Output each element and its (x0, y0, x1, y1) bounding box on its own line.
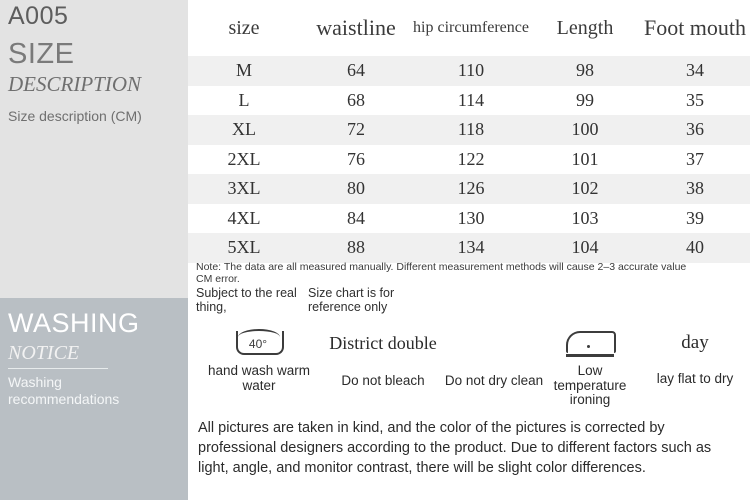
low-temperature-iron-icon (540, 322, 640, 362)
cell-length: 99 (530, 86, 640, 116)
cell-waistline: 88 (300, 233, 412, 263)
cell-length: 98 (530, 56, 640, 86)
table-row (188, 86, 750, 116)
wash-temperature: 40° (248, 337, 268, 351)
washing-heading: WASHING (8, 308, 140, 338)
cell-waistline: 68 (300, 86, 412, 116)
main-content (188, 0, 750, 500)
cell-length: 100 (530, 115, 640, 145)
table-row (188, 204, 750, 234)
header-foot: Foot mouth (640, 0, 750, 56)
cell-waistline: 64 (300, 56, 412, 86)
do-not-dry-clean-icon (444, 322, 544, 362)
cell-size: 3XL (188, 174, 300, 204)
measurement-note: Note: The data are all measured manually. Different measurement methods will cause 2–3 accurate value CM error. (196, 261, 687, 285)
cell-waistline: 84 (300, 204, 412, 234)
size-unit-note: Size description (CM) (8, 108, 142, 124)
cell-hip: 126 (412, 174, 530, 204)
color-disclaimer: All pictures are taken in kind, and the color of the pictures is corrected by professional designers according to the product. Due to different factors such as light, angle, and monitor contrast, there will be slight color differences. (198, 420, 712, 476)
cell-hip: 134 (412, 233, 530, 263)
cell-hip: 122 (412, 145, 530, 175)
cell-hip: 118 (412, 115, 530, 145)
care-item-hand-wash (194, 322, 324, 393)
size-subheading: DESCRIPTION (8, 72, 141, 96)
header-hip: hip circumference (412, 0, 530, 56)
cell-size: 4XL (188, 204, 300, 234)
chart-reference-note: Size chart is for reference only (308, 286, 395, 314)
cell-waistline: 80 (300, 174, 412, 204)
cell-size: 2XL (188, 145, 300, 175)
cell-foot: 38 (640, 174, 750, 204)
care-label-low-temperature-ironing: Low temperature ironing (553, 363, 627, 407)
cell-size: XL (188, 115, 300, 145)
care-label-lay-flat-to-dry: lay flat to dry (656, 371, 734, 386)
washing-recommendations-note: Washing recommendations (8, 374, 120, 407)
table-row (188, 56, 750, 86)
cell-size: L (188, 86, 300, 116)
product-code: A005 (8, 2, 69, 30)
cell-hip: 110 (412, 56, 530, 86)
cell-length: 103 (530, 204, 640, 234)
cell-foot: 37 (640, 145, 750, 175)
cell-hip: 130 (412, 204, 530, 234)
table-row (188, 145, 750, 175)
cell-foot: 39 (640, 204, 750, 234)
care-item-do-not-dry-clean (444, 322, 544, 389)
care-title-bleach: District double (329, 332, 437, 353)
cell-waistline: 72 (300, 115, 412, 145)
sidebar-size-section (0, 0, 188, 298)
cell-length: 102 (530, 174, 640, 204)
cell-size: 5XL (188, 233, 300, 263)
size-heading: SIZE (8, 38, 75, 70)
care-item-do-not-bleach (328, 322, 438, 389)
washing-subheading: NOTICE (8, 342, 80, 364)
cell-foot: 35 (640, 86, 750, 116)
cell-hip: 114 (412, 86, 530, 116)
divider (8, 368, 108, 369)
care-instructions-row (188, 322, 750, 412)
cell-foot: 40 (640, 233, 750, 263)
do-not-bleach-icon (328, 322, 438, 362)
note-bottom-row (196, 286, 750, 316)
size-table (188, 0, 750, 263)
table-header-row (188, 0, 750, 56)
table-row (188, 233, 750, 263)
sidebar (0, 0, 188, 500)
header-size: size (188, 0, 300, 56)
subject-to-real-thing-note: Subject to the real thing, (196, 286, 297, 314)
care-item-low-temperature-ironing (540, 322, 640, 408)
hand-wash-icon (194, 322, 324, 362)
cell-length: 101 (530, 145, 640, 175)
care-label-do-not-bleach: Do not bleach (341, 373, 425, 388)
care-label-do-not-dry-clean: Do not dry clean (444, 373, 544, 388)
cell-waistline: 76 (300, 145, 412, 175)
care-label-hand-wash: hand wash warm water (207, 363, 311, 393)
size-table-wrap (188, 0, 750, 263)
table-row (188, 115, 750, 145)
header-waistline: waistline (300, 0, 412, 56)
care-title-dry: day (681, 331, 709, 353)
lay-flat-to-dry-icon (640, 322, 750, 362)
cell-foot: 34 (640, 56, 750, 86)
header-length: Length (530, 0, 640, 56)
cell-foot: 36 (640, 115, 750, 145)
table-row (188, 174, 750, 204)
sidebar-washing-section (0, 298, 188, 500)
cell-length: 104 (530, 233, 640, 263)
measurement-note-block (196, 262, 750, 285)
cell-size: M (188, 56, 300, 86)
care-item-lay-flat-to-dry (640, 322, 750, 387)
